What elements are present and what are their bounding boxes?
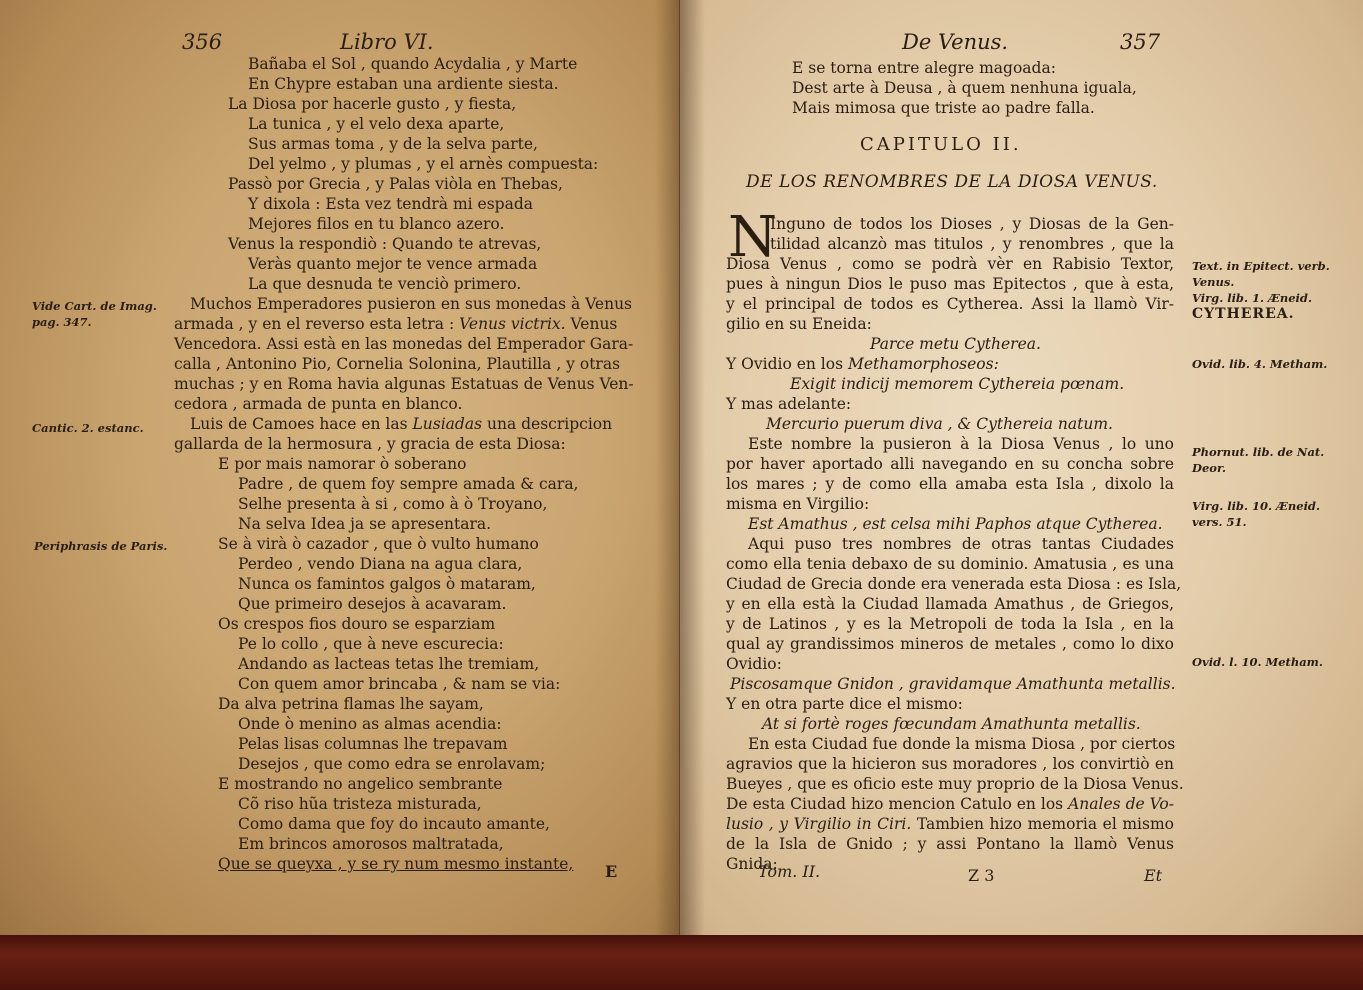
paragraph: En esta Ciudad fue donde la misma Diosa , por ciertos agravios que la hicieron sus moradores , los convirtiò en Bueyes , que es oficio este muy proprio de la Diosa Venus. De esta Ciudad hizo mencion Catulo en los Anales de Vo- lusio , y Virgilio in Ciri. Tambien hizo memoria el mismo de la Isla de Gnido ; y assi Pontano la llamò Venus Gnida: bbox=[726, 735, 1184, 873]
poem-line: Que se queyxa , y se ry num mesmo instante, bbox=[218, 855, 574, 873]
poem-line: Y dixola : Esta vez tendrà mi espada bbox=[248, 195, 533, 213]
side-note: Vide Cart. de Imag. bbox=[32, 299, 157, 313]
side-note: Periphrasis de Paris. bbox=[34, 539, 168, 553]
book-gutter bbox=[655, 0, 705, 935]
right-page-number: 357 bbox=[1120, 30, 1161, 54]
paragraph: Inguno de todos los Dioses , y Diosas de la Gen- tilidad alcanzò mas titulos , y renombres , que la bbox=[770, 215, 1174, 253]
prose-line: armada , y en el reverso esta letra : Venus victrix. Venus bbox=[174, 315, 618, 333]
prose-line: Vencedora. Assi està en las monedas del Emperador Gara- bbox=[174, 335, 634, 353]
prose-line: gallarda de la hermosura , y gracia de esta Diosa: bbox=[174, 435, 566, 453]
latin-quote: Est Amathus , est celsa mihi Paphos atque Cytherea. bbox=[748, 515, 1163, 533]
book-backdrop bbox=[0, 930, 1363, 990]
latin-quote: Parce metu Cytherea. bbox=[870, 335, 1041, 353]
drop-cap: N bbox=[728, 205, 777, 270]
poem-line: E mostrando no angelico sembrante bbox=[218, 775, 503, 793]
poem-line: Na selva Idea ja se apresentara. bbox=[238, 515, 492, 533]
side-note: Venus. bbox=[1192, 275, 1235, 289]
verse-line: Mais mimosa que triste ao padre falla. bbox=[792, 99, 1095, 117]
verse-line: E se torna entre alegre magoada: bbox=[792, 59, 1056, 77]
poem-line: Como dama que foy do incauto amante, bbox=[238, 815, 550, 833]
prose-line: Y mas adelante: bbox=[726, 395, 852, 413]
poem-line: Pelas lisas columnas lhe trepavam bbox=[238, 735, 508, 753]
side-note: Phornut. lib. de Nat. bbox=[1192, 445, 1325, 459]
side-note: Text. in Epitect. verb. bbox=[1192, 259, 1330, 273]
left-catchword: E bbox=[605, 862, 618, 881]
side-note: Ovid. l. 10. Metham. bbox=[1192, 655, 1323, 669]
poem-line: Em brincos amorosos maltratada, bbox=[238, 835, 504, 853]
left-page bbox=[0, 0, 680, 935]
verse-line: Dest arte à Deusa , à quem nenhuna iguala, bbox=[792, 79, 1137, 97]
poem-line: La que desnuda te venciò primero. bbox=[248, 275, 522, 293]
poem-line: Venus la respondiò : Quando te atrevas, bbox=[228, 235, 542, 253]
latin-quote: At si fortè roges fœcundam Amathunta metallis. bbox=[762, 715, 1141, 733]
prose-line: Y en otra parte dice el mismo: bbox=[726, 695, 963, 713]
poem-line: Onde ò menino as almas acendia: bbox=[238, 715, 502, 733]
prose-line: calla , Antonino Pio, Cornelia Solonina, Plautilla , y otras bbox=[174, 355, 621, 373]
latin-quote: Piscosamque Gnidon , gravidamque Amathunta metallis. bbox=[730, 675, 1176, 693]
side-note: Ovid. lib. 4. Metham. bbox=[1192, 357, 1328, 371]
left-page-number: 356 bbox=[182, 30, 223, 54]
poem-line: Desejos , que como edra se enrolavam; bbox=[238, 755, 546, 773]
poem-line: Veràs quanto mejor te vence armada bbox=[248, 255, 538, 273]
poem-line: Da alva petrina flamas lhe sayam, bbox=[218, 695, 484, 713]
side-note: CYTHEREA. bbox=[1192, 306, 1295, 322]
poem-line: Passò por Grecia , y Palas viòla en Thebas, bbox=[228, 175, 563, 193]
paragraph: Diosa Venus , como se podrà vèr en Rabisio Textor, pues à ningun Dios le puso mas Epitectos , que à esta, y el principal de todos es Cytherea. Assi la llamò Vir- gilio en su Eneida: bbox=[726, 255, 1174, 333]
prose-line: Y Ovidio en los Methamorphoseos: bbox=[726, 355, 999, 373]
poem-line: En Chypre estaban una ardiente siesta. bbox=[248, 75, 559, 93]
prose-line: Luis de Camoes hace en las Lusiadas una descripcion bbox=[190, 415, 613, 433]
chapter-title: CAPITULO II. bbox=[860, 134, 1022, 155]
latin-quote: Mercurio puerum diva , & Cythereia natum. bbox=[766, 415, 1113, 433]
right-running-head: De Venus. bbox=[902, 30, 1009, 54]
poem-line: Selhe presenta à si , como à ò Troyano, bbox=[238, 495, 548, 513]
poem-line: Cõ riso hũa tristeza misturada, bbox=[238, 795, 482, 813]
side-note: vers. 51. bbox=[1192, 515, 1247, 529]
side-note: Cantic. 2. estanc. bbox=[32, 421, 144, 435]
side-note: pag. 347. bbox=[32, 315, 92, 329]
poem-line: Os crespos fios douro se esparziam bbox=[218, 615, 496, 633]
poem-line: Del yelmo , y plumas , y el arnès compuesta: bbox=[248, 155, 599, 173]
latin-quote: Exigit indicij memorem Cythereia pœnam. bbox=[790, 375, 1125, 393]
poem-line: Que primeiro desejos à acavaram. bbox=[238, 595, 507, 613]
poem-line: Nunca os famintos galgos ò mataram, bbox=[238, 575, 536, 593]
prose-line: cedora , armada de punta en blanco. bbox=[174, 395, 463, 413]
paragraph: Este nombre la pusieron à la Diosa Venus , lo uno por haver aportado alli navegando en su concha sobre los mares ; y de como ella amaba esta Isla , dixolo la misma en Virgilio: bbox=[726, 435, 1174, 513]
prose-line: Muchos Emperadores pusieron en sus monedas à Venus bbox=[190, 295, 633, 313]
right-catchword: Et bbox=[1144, 866, 1163, 885]
poem-line: Se à virà ò cazador , que ò vulto humano bbox=[218, 535, 539, 553]
side-note: Deor. bbox=[1192, 461, 1226, 475]
paragraph: Aqui puso tres nombres de otras tantas Ciudades como ella tenia debaxo de su dominio. Amatusia , es una Ciudad de Grecia donde era venerada esta Diosa : es Isla, y en ella està la Ciudad llamada Amathus , de Griegos, y de Latinos , y es la Metropoli de toda la Isla , en la qual ay grandissimos mineros de metales , como lo dixo Ovidio: bbox=[726, 535, 1182, 673]
signature-tom: Tom. II. bbox=[758, 862, 821, 881]
poem-line: Sus armas toma , y de la selva parte, bbox=[248, 135, 538, 153]
poem-line: Padre , de quem foy sempre amada & cara, bbox=[238, 475, 579, 493]
poem-line: Bañaba el Sol , quando Acydalia , y Marte bbox=[248, 55, 578, 73]
left-running-head: Libro VI. bbox=[340, 30, 434, 54]
poem-line: Mejores filos en tu blanco azero. bbox=[248, 215, 505, 233]
prose-line: muchas ; y en Roma havia algunas Estatuas de Venus Ven- bbox=[174, 375, 634, 393]
poem-line: Perdeo , vendo Diana na agua clara, bbox=[238, 555, 523, 573]
poem-line: E por mais namorar ò soberano bbox=[218, 455, 467, 473]
poem-line: Con quem amor brincaba , & nam se via: bbox=[238, 675, 561, 693]
right-page bbox=[680, 0, 1363, 935]
chapter-subtitle: DE LOS RENOMBRES DE LA DIOSA VENUS. bbox=[746, 172, 1158, 192]
signature-mark: Z 3 bbox=[968, 866, 995, 885]
poem-line: La Diosa por hacerle gusto , y fiesta, bbox=[228, 95, 517, 113]
poem-line: La tunica , y el velo dexa aparte, bbox=[248, 115, 505, 133]
side-note: Virg. lib. 1. Æneid. bbox=[1192, 291, 1312, 305]
poem-line: Pe lo collo , que à neve escurecia: bbox=[238, 635, 504, 653]
side-note: Virg. lib. 10. Æneid. bbox=[1192, 499, 1320, 513]
poem-line: Andando as lacteas tetas lhe tremiam, bbox=[238, 655, 540, 673]
